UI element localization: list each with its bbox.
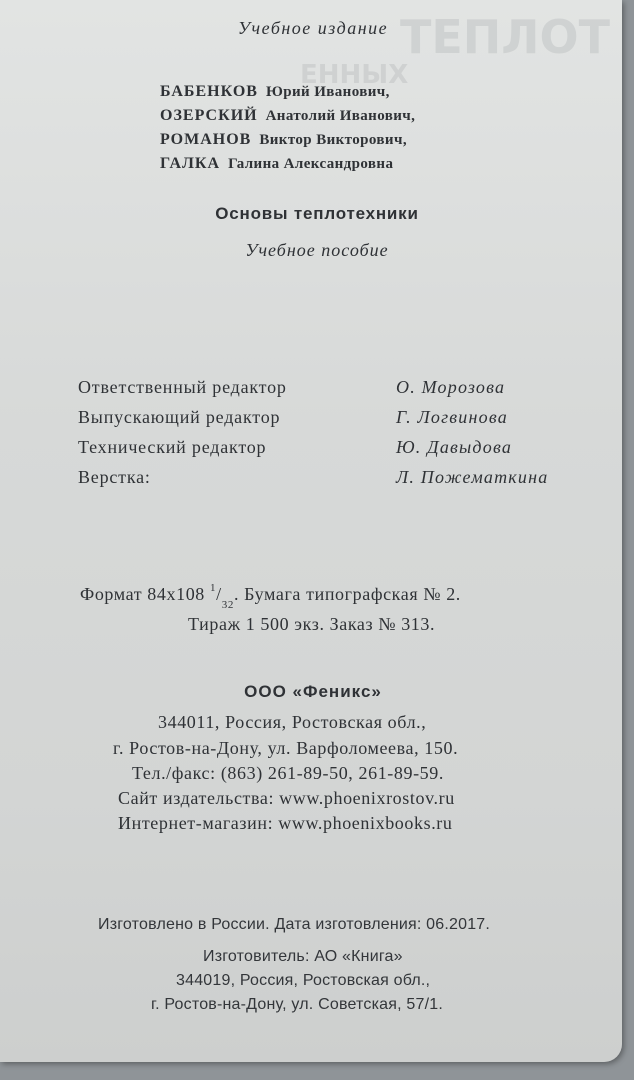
publisher-phone: Тел./факс: (863) 261-89-50, 261-89-59. — [132, 763, 444, 783]
staff-role: Верстка: — [78, 467, 151, 487]
fraction-numerator: 1 — [210, 582, 217, 594]
author-given-name: Анатолий Иванович, — [265, 108, 416, 124]
author-given-name: Юрий Иванович, — [265, 84, 390, 100]
staff-name: О. Морозова — [396, 377, 506, 397]
publisher-address-line: 344011, Россия, Ростовская обл., — [158, 712, 427, 732]
staff-row — [78, 467, 578, 497]
manufacturer-address-line: 344019, Россия, Ростовская обл., — [176, 972, 431, 989]
staff-name: Ю. Давыдова — [396, 437, 513, 457]
author-line — [160, 152, 415, 176]
author-surname: БАБЕНКОВ — [160, 83, 258, 100]
bleed-through-text: ТЕПЛОТ — [400, 10, 610, 64]
author-line — [160, 80, 415, 104]
publisher-name: ООО «Феникс» — [244, 682, 382, 701]
format-fraction: $^1/_{32}$ — [210, 582, 234, 611]
staff-row — [78, 377, 578, 407]
bleed-through-text: ЕННЫХ — [300, 60, 409, 90]
author-surname: ОЗЕРСКИЙ — [160, 107, 258, 124]
format-suffix: . Бумага типографская № 2. — [233, 584, 461, 604]
author-surname: ГАЛКА — [160, 155, 221, 172]
print-run: Тираж 1 500 экз. Заказ № 313. — [188, 614, 436, 634]
manufacture-info: Изготовлено в России. Дата изготовления: 06.2017. — [98, 916, 491, 933]
staff-role: Технический редактор — [78, 437, 267, 457]
author-line — [160, 128, 415, 152]
author-given-name: Галина Александровна — [228, 156, 394, 172]
staff-name: Л. Пожематкина — [396, 467, 549, 487]
staff-row — [78, 437, 578, 467]
book-title: Основы теплотехники — [215, 204, 419, 223]
staff-row — [78, 407, 578, 437]
publisher-address-line: г. Ростов-на-Дону, ул. Варфоломеева, 150. — [113, 738, 459, 758]
book-type: Учебное пособие — [245, 240, 389, 260]
staff-name: Г. Логвинова — [396, 407, 508, 427]
editorial-staff — [78, 377, 578, 497]
staff-role: Выпускающий редактор — [78, 407, 281, 427]
edition-label: Учебное издание — [237, 18, 389, 38]
staff-role: Ответственный редактор — [78, 377, 287, 397]
format-line — [80, 582, 461, 611]
manufacturer-address-line: г. Ростов-на-Дону, ул. Советская, 57/1. — [151, 996, 443, 1013]
publisher-website: Сайт издательства: www.phoenixrostov.ru — [118, 788, 455, 808]
author-given-name: Виктор Викторович, — [259, 132, 407, 148]
author-line — [160, 104, 415, 128]
fraction-denominator: 32 — [221, 598, 234, 611]
author-surname: РОМАНОВ — [160, 131, 252, 148]
publisher-online-shop: Интернет-магазин: www.phoenixbooks.ru — [118, 813, 453, 833]
author-list — [160, 80, 415, 176]
format-prefix: Формат 84х108 — [80, 584, 205, 604]
manufacturer-name: Изготовитель: АО «Книга» — [203, 948, 403, 965]
